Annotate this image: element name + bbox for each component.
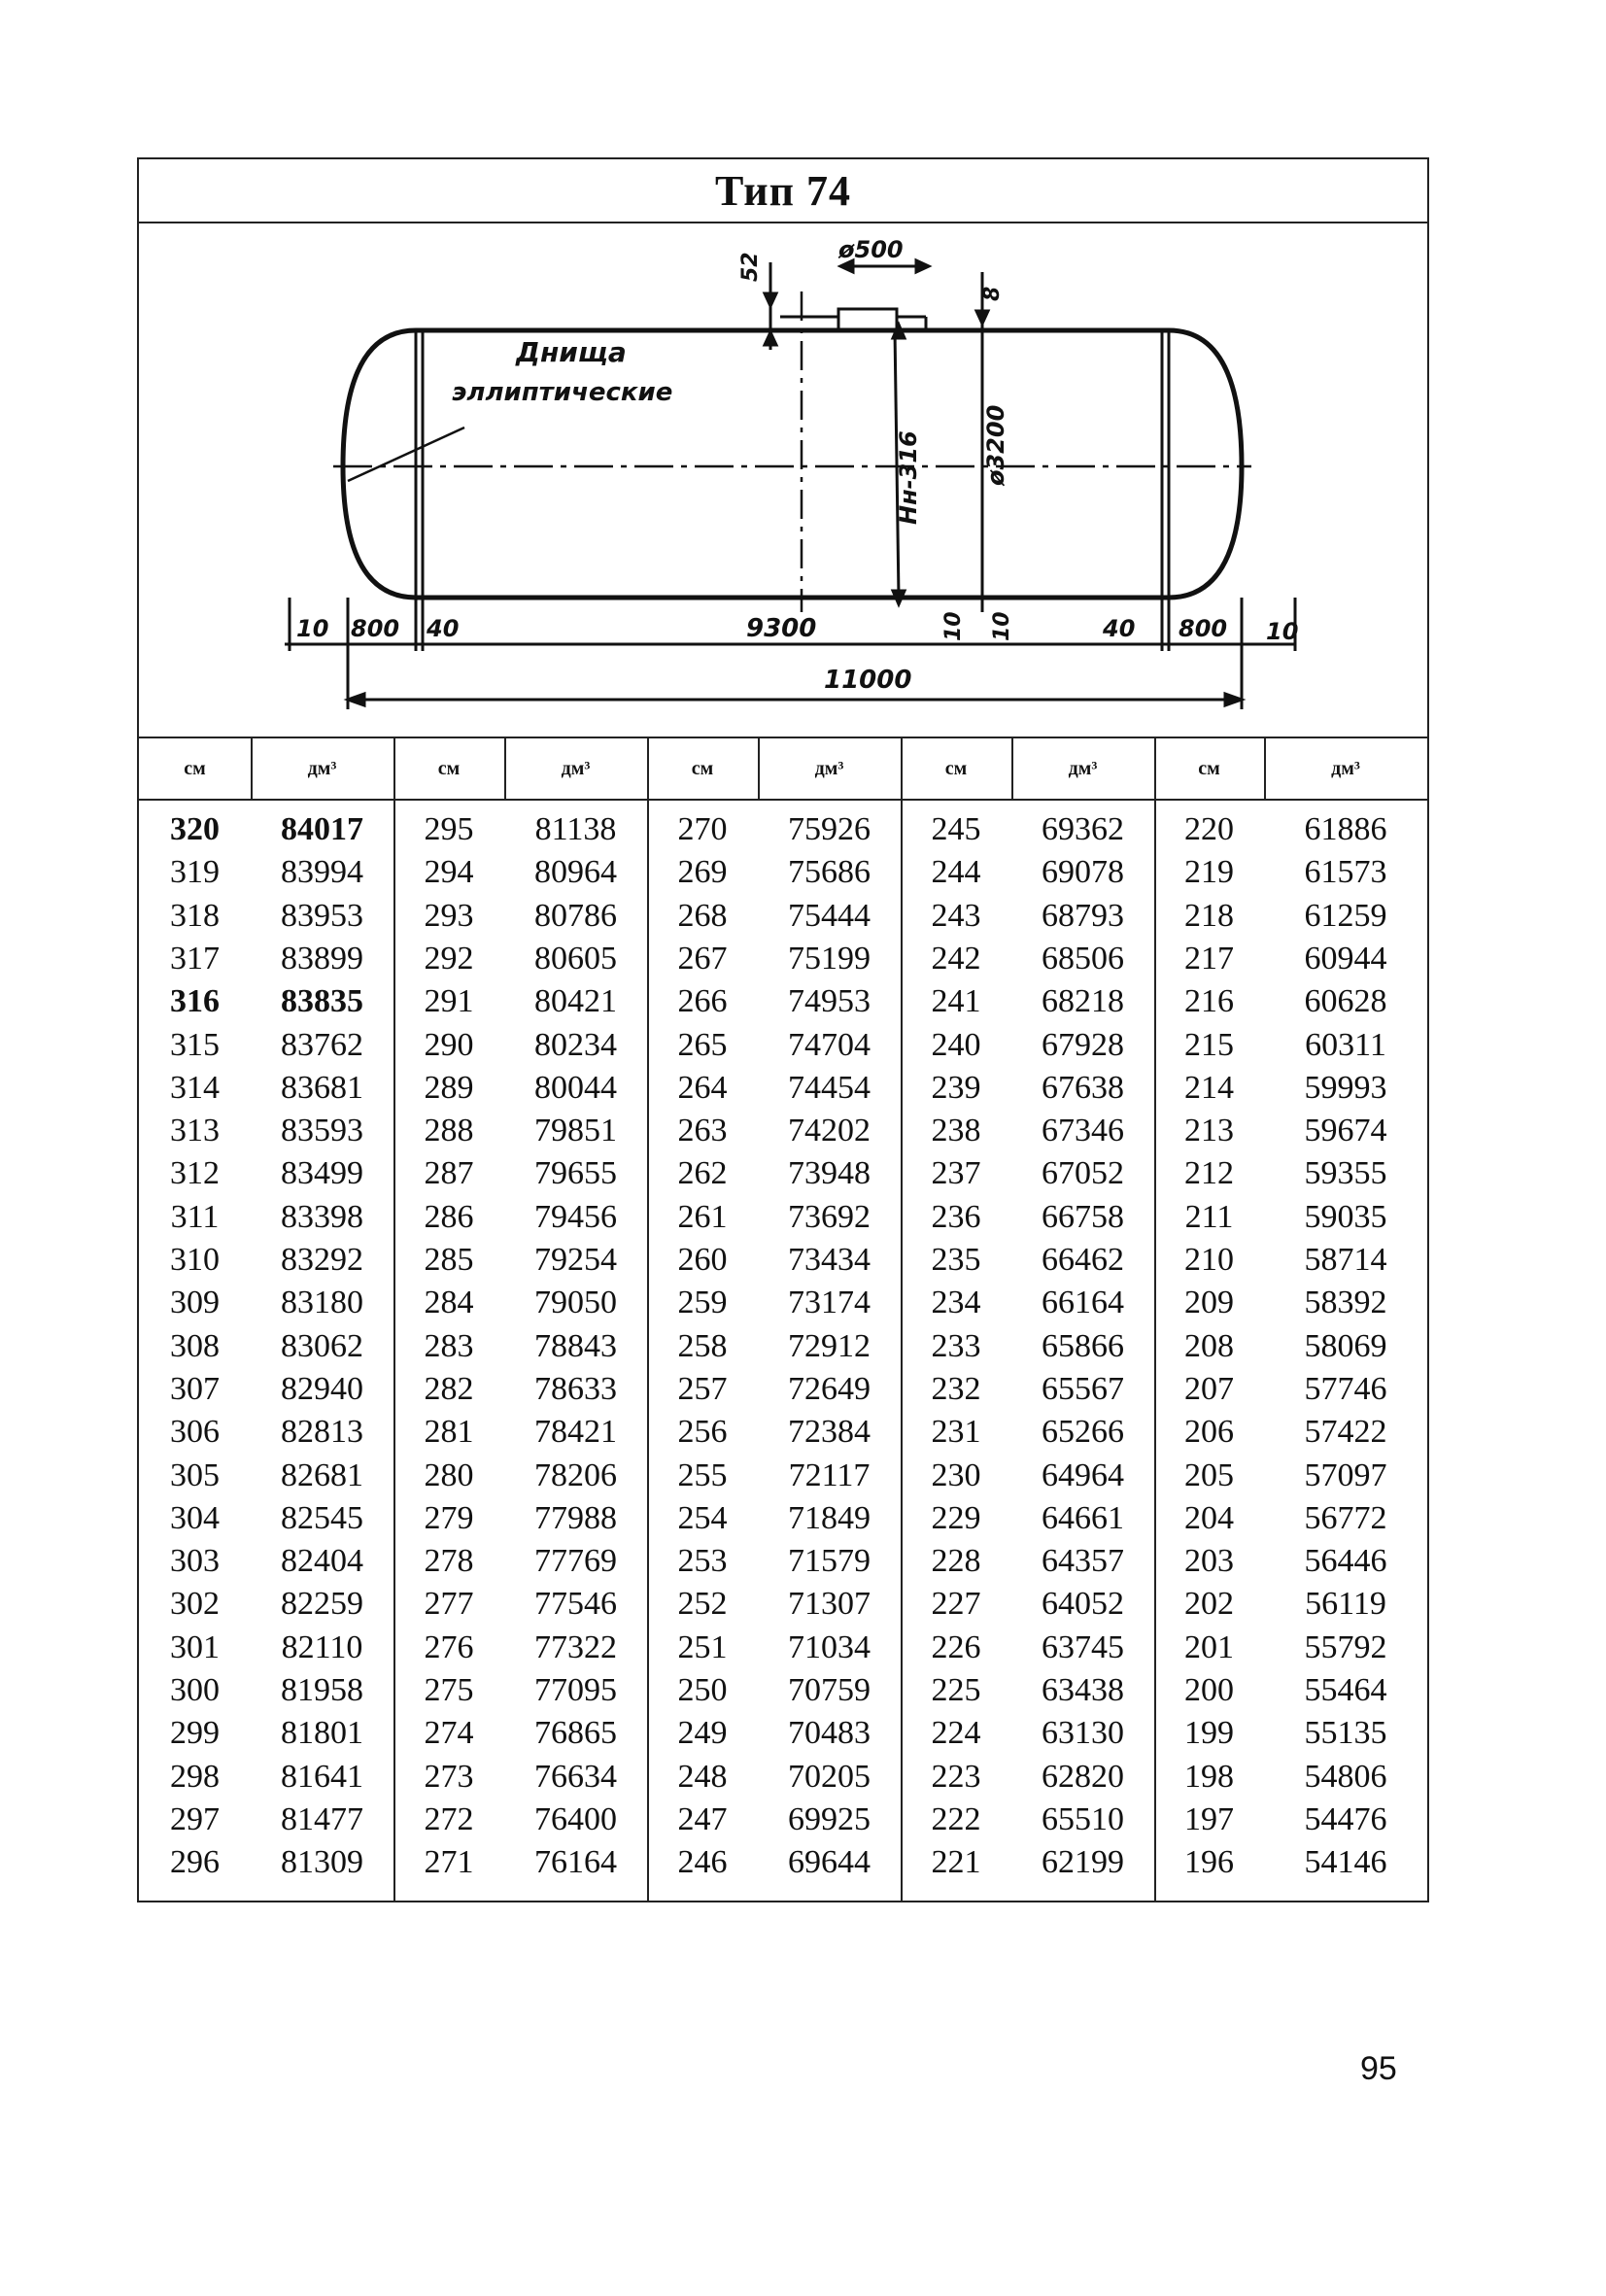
cell-dm3: 59035 bbox=[1304, 1198, 1387, 1235]
column-divider bbox=[1011, 738, 1013, 801]
cell-dm3: 57422 bbox=[1304, 1414, 1387, 1451]
cell-dm3: 64661 bbox=[1042, 1499, 1124, 1536]
cell-cm: 287 bbox=[424, 1155, 474, 1192]
cell-cm: 271 bbox=[424, 1844, 474, 1881]
header-dm3-3: дм³ bbox=[758, 738, 901, 801]
cell-dm3: 71579 bbox=[788, 1543, 871, 1580]
label-heads-2: эллиптические bbox=[452, 378, 673, 407]
cell-cm: 244 bbox=[931, 854, 981, 891]
page-title: Тип 74 bbox=[715, 166, 851, 215]
cell-dm3: 80234 bbox=[534, 1026, 617, 1063]
cell-cm: 262 bbox=[677, 1155, 728, 1192]
page-number: 95 bbox=[1360, 2050, 1397, 2087]
cell-dm3: 80044 bbox=[534, 1069, 617, 1106]
dim-8: 8 bbox=[980, 286, 1005, 301]
cell-cm: 228 bbox=[931, 1543, 981, 1580]
cell-cm: 286 bbox=[424, 1198, 474, 1235]
cell-cm: 302 bbox=[170, 1586, 220, 1623]
cell-cm: 320 bbox=[170, 811, 220, 847]
header-cm-1: см bbox=[139, 738, 251, 801]
cell-dm3: 67052 bbox=[1042, 1155, 1124, 1192]
cell-cm: 308 bbox=[170, 1327, 220, 1364]
cell-cm: 303 bbox=[170, 1543, 220, 1580]
cell-cm: 198 bbox=[1184, 1758, 1234, 1795]
cell-cm: 273 bbox=[424, 1758, 474, 1795]
cell-dm3: 69644 bbox=[788, 1844, 871, 1881]
cell-cm: 234 bbox=[931, 1285, 981, 1321]
dim-40-left: 40 bbox=[427, 615, 460, 642]
cell-cm: 317 bbox=[170, 940, 220, 977]
cell-cm: 275 bbox=[424, 1672, 474, 1708]
cell-dm3: 63438 bbox=[1042, 1672, 1124, 1708]
cell-dm3: 83681 bbox=[281, 1069, 363, 1106]
cell-cm: 301 bbox=[170, 1628, 220, 1665]
cell-cm: 247 bbox=[677, 1800, 728, 1837]
cell-cm: 307 bbox=[170, 1370, 220, 1407]
cell-dm3: 83593 bbox=[281, 1113, 363, 1149]
cell-dm3: 74454 bbox=[788, 1069, 871, 1106]
cell-cm: 312 bbox=[170, 1155, 220, 1192]
cell-dm3: 69078 bbox=[1042, 854, 1124, 891]
cell-dm3: 82813 bbox=[281, 1414, 363, 1451]
cell-cm: 283 bbox=[424, 1327, 474, 1364]
cell-cm: 242 bbox=[931, 940, 981, 977]
cell-cm: 284 bbox=[424, 1285, 474, 1321]
cell-dm3: 79851 bbox=[534, 1113, 617, 1149]
cell-cm: 256 bbox=[677, 1414, 728, 1451]
column-divider bbox=[251, 738, 253, 801]
cell-dm3: 75199 bbox=[788, 940, 871, 977]
cell-dm3: 67928 bbox=[1042, 1026, 1124, 1063]
label-heads-1: Днища bbox=[516, 336, 627, 368]
dim-d500: ø500 bbox=[838, 236, 904, 263]
cell-dm3: 55464 bbox=[1304, 1672, 1387, 1708]
cell-dm3: 58714 bbox=[1304, 1242, 1387, 1278]
label-leader bbox=[348, 428, 464, 481]
cell-dm3: 78843 bbox=[534, 1327, 617, 1364]
cell-dm3: 77988 bbox=[534, 1499, 617, 1536]
cell-cm: 233 bbox=[931, 1327, 981, 1364]
cell-cm: 257 bbox=[677, 1370, 728, 1407]
cell-dm3: 74953 bbox=[788, 983, 871, 1020]
dim-hn: Hн-316 bbox=[895, 430, 922, 525]
cell-cm: 252 bbox=[677, 1586, 728, 1623]
cell-dm3: 56772 bbox=[1304, 1499, 1387, 1536]
cell-cm: 250 bbox=[677, 1672, 728, 1708]
cell-cm: 235 bbox=[931, 1242, 981, 1278]
cell-cm: 204 bbox=[1184, 1499, 1234, 1536]
cell-cm: 309 bbox=[170, 1285, 220, 1321]
cell-cm: 267 bbox=[677, 940, 728, 977]
cell-cm: 269 bbox=[677, 854, 728, 891]
cell-dm3: 61886 bbox=[1304, 811, 1387, 847]
header-cm-5: см bbox=[1154, 738, 1264, 801]
cell-dm3: 66758 bbox=[1042, 1198, 1124, 1235]
cell-dm3: 66462 bbox=[1042, 1242, 1124, 1278]
cell-dm3: 59674 bbox=[1304, 1113, 1387, 1149]
cell-cm: 291 bbox=[424, 983, 474, 1020]
cell-cm: 298 bbox=[170, 1758, 220, 1795]
cell-cm: 264 bbox=[677, 1069, 728, 1106]
cell-dm3: 61259 bbox=[1304, 897, 1387, 934]
cell-dm3: 80605 bbox=[534, 940, 617, 977]
title-bar bbox=[139, 159, 1427, 223]
cell-dm3: 81641 bbox=[281, 1758, 363, 1795]
cell-cm: 266 bbox=[677, 983, 728, 1020]
cell-cm: 279 bbox=[424, 1499, 474, 1536]
cell-dm3: 74704 bbox=[788, 1026, 871, 1063]
cell-cm: 209 bbox=[1184, 1285, 1234, 1321]
header-cm-3: см bbox=[647, 738, 758, 801]
cell-dm3: 76865 bbox=[534, 1715, 617, 1752]
cell-cm: 314 bbox=[170, 1069, 220, 1106]
cell-dm3: 75926 bbox=[788, 811, 871, 847]
cell-dm3: 68506 bbox=[1042, 940, 1124, 977]
cell-dm3: 59355 bbox=[1304, 1155, 1387, 1192]
cell-cm: 210 bbox=[1184, 1242, 1234, 1278]
cell-dm3: 54806 bbox=[1304, 1758, 1387, 1795]
cell-cm: 305 bbox=[170, 1456, 220, 1493]
cell-cm: 225 bbox=[931, 1672, 981, 1708]
header-dm3-4: дм³ bbox=[1011, 738, 1154, 801]
cell-dm3: 70483 bbox=[788, 1715, 871, 1752]
cell-dm3: 82940 bbox=[281, 1370, 363, 1407]
cell-dm3: 56119 bbox=[1305, 1586, 1386, 1623]
cell-cm: 259 bbox=[677, 1285, 728, 1321]
cell-dm3: 80964 bbox=[534, 854, 617, 891]
header-dm3-5: дм³ bbox=[1264, 738, 1427, 801]
cell-dm3: 72117 bbox=[788, 1456, 871, 1493]
cell-cm: 319 bbox=[170, 854, 220, 891]
header-cm-4: см bbox=[901, 738, 1011, 801]
cell-dm3: 81801 bbox=[281, 1715, 363, 1752]
cell-dm3: 72649 bbox=[788, 1370, 871, 1407]
cell-cm: 241 bbox=[931, 983, 981, 1020]
dim-10-mid-b: 10 bbox=[990, 611, 1014, 641]
cell-cm: 226 bbox=[931, 1628, 981, 1665]
cell-cm: 318 bbox=[170, 897, 220, 934]
cell-cm: 213 bbox=[1184, 1113, 1234, 1149]
cell-cm: 200 bbox=[1184, 1672, 1234, 1708]
cell-cm: 306 bbox=[170, 1414, 220, 1451]
header-dm3-1: дм³ bbox=[251, 738, 393, 801]
cell-dm3: 81138 bbox=[534, 811, 617, 847]
cell-dm3: 57097 bbox=[1304, 1456, 1387, 1493]
cell-dm3: 81477 bbox=[281, 1800, 363, 1837]
cell-cm: 265 bbox=[677, 1026, 728, 1063]
cell-cm: 274 bbox=[424, 1715, 474, 1752]
header-dm3-2: дм³ bbox=[504, 738, 647, 801]
cell-dm3: 62199 bbox=[1042, 1844, 1124, 1881]
cell-dm3: 84017 bbox=[281, 811, 363, 847]
cell-cm: 280 bbox=[424, 1456, 474, 1493]
cell-cm: 216 bbox=[1184, 983, 1234, 1020]
cell-dm3: 77322 bbox=[534, 1628, 617, 1665]
cell-cm: 292 bbox=[424, 940, 474, 977]
cell-dm3: 77546 bbox=[534, 1586, 617, 1623]
cell-dm3: 83994 bbox=[281, 854, 363, 891]
cell-dm3: 65510 bbox=[1042, 1800, 1124, 1837]
cell-dm3: 76634 bbox=[534, 1758, 617, 1795]
cell-cm: 211 bbox=[1184, 1198, 1234, 1235]
cell-dm3: 64964 bbox=[1042, 1456, 1124, 1493]
cell-cm: 261 bbox=[677, 1198, 728, 1235]
cell-cm: 202 bbox=[1184, 1586, 1234, 1623]
cell-cm: 254 bbox=[677, 1499, 728, 1536]
cell-cm: 217 bbox=[1184, 940, 1234, 977]
cell-dm3: 63745 bbox=[1042, 1628, 1124, 1665]
cell-cm: 230 bbox=[931, 1456, 981, 1493]
cell-dm3: 60944 bbox=[1304, 940, 1387, 977]
volume-table bbox=[139, 737, 1427, 1901]
cell-cm: 316 bbox=[170, 983, 220, 1020]
cell-cm: 231 bbox=[931, 1414, 981, 1451]
cell-cm: 288 bbox=[424, 1113, 474, 1149]
cell-dm3: 76400 bbox=[534, 1800, 617, 1837]
cell-cm: 277 bbox=[424, 1586, 474, 1623]
cell-cm: 294 bbox=[424, 854, 474, 891]
cell-cm: 229 bbox=[931, 1499, 981, 1536]
cell-dm3: 79456 bbox=[534, 1198, 617, 1235]
cell-dm3: 81958 bbox=[281, 1672, 363, 1708]
dim-800-left: 800 bbox=[351, 615, 400, 642]
cell-cm: 270 bbox=[677, 811, 728, 847]
cell-cm: 253 bbox=[677, 1543, 728, 1580]
dim-800-right: 800 bbox=[1179, 615, 1228, 642]
cell-cm: 246 bbox=[677, 1844, 728, 1881]
cell-dm3: 65567 bbox=[1042, 1370, 1124, 1407]
cell-dm3: 83762 bbox=[281, 1026, 363, 1063]
cell-dm3: 83899 bbox=[281, 940, 363, 977]
cell-cm: 263 bbox=[677, 1113, 728, 1149]
cell-dm3: 59993 bbox=[1304, 1069, 1387, 1106]
cell-dm3: 72912 bbox=[788, 1327, 871, 1364]
cell-cm: 222 bbox=[931, 1800, 981, 1837]
cell-dm3: 82681 bbox=[281, 1456, 363, 1493]
cell-dm3: 72384 bbox=[788, 1414, 871, 1451]
cell-dm3: 63130 bbox=[1042, 1715, 1124, 1752]
cell-dm3: 83292 bbox=[281, 1242, 363, 1278]
dim-10-right: 10 bbox=[1266, 618, 1299, 645]
cell-cm: 239 bbox=[931, 1069, 981, 1106]
cell-dm3: 71849 bbox=[788, 1499, 871, 1536]
cell-dm3: 71307 bbox=[788, 1586, 871, 1623]
cell-dm3: 54146 bbox=[1304, 1844, 1387, 1881]
dim-52: 52 bbox=[738, 252, 763, 282]
table-frame bbox=[137, 157, 1429, 1902]
cell-dm3: 83062 bbox=[281, 1327, 363, 1364]
cell-dm3: 83180 bbox=[281, 1285, 363, 1321]
cell-cm: 215 bbox=[1184, 1026, 1234, 1063]
cell-cm: 293 bbox=[424, 897, 474, 934]
tank-outline bbox=[343, 330, 1242, 598]
cell-dm3: 68218 bbox=[1042, 983, 1124, 1020]
cell-cm: 214 bbox=[1184, 1069, 1234, 1106]
dim-10-mid-a: 10 bbox=[941, 611, 966, 641]
cell-cm: 285 bbox=[424, 1242, 474, 1278]
cell-cm: 315 bbox=[170, 1026, 220, 1063]
column-divider bbox=[504, 738, 506, 801]
cell-cm: 278 bbox=[424, 1543, 474, 1580]
cell-cm: 221 bbox=[931, 1844, 981, 1881]
cell-dm3: 70205 bbox=[788, 1758, 871, 1795]
cell-dm3: 77095 bbox=[534, 1672, 617, 1708]
cell-cm: 205 bbox=[1184, 1456, 1234, 1493]
cell-dm3: 64052 bbox=[1042, 1586, 1124, 1623]
cell-dm3: 55792 bbox=[1304, 1628, 1387, 1665]
cell-dm3: 76164 bbox=[534, 1844, 617, 1881]
cell-dm3: 73948 bbox=[788, 1155, 871, 1192]
cell-cm: 251 bbox=[677, 1628, 728, 1665]
cell-cm: 208 bbox=[1184, 1327, 1234, 1364]
nozzle bbox=[838, 309, 897, 330]
cell-cm: 197 bbox=[1184, 1800, 1234, 1837]
dim-40-right: 40 bbox=[1103, 615, 1136, 642]
cell-cm: 227 bbox=[931, 1586, 981, 1623]
column-divider bbox=[1264, 738, 1266, 801]
cell-dm3: 69362 bbox=[1042, 811, 1124, 847]
cell-cm: 223 bbox=[931, 1758, 981, 1795]
cell-dm3: 56446 bbox=[1304, 1543, 1387, 1580]
cell-dm3: 75444 bbox=[788, 897, 871, 934]
cell-cm: 232 bbox=[931, 1370, 981, 1407]
cell-dm3: 81309 bbox=[281, 1844, 363, 1881]
cell-cm: 311 bbox=[170, 1198, 220, 1235]
cell-dm3: 62820 bbox=[1042, 1758, 1124, 1795]
cell-dm3: 83499 bbox=[281, 1155, 363, 1192]
cell-cm: 299 bbox=[170, 1715, 220, 1752]
cell-dm3: 80421 bbox=[534, 983, 617, 1020]
cell-dm3: 58069 bbox=[1304, 1327, 1387, 1364]
cell-dm3: 75686 bbox=[788, 854, 871, 891]
cell-cm: 281 bbox=[424, 1414, 474, 1451]
cell-cm: 296 bbox=[170, 1844, 220, 1881]
cell-cm: 219 bbox=[1184, 854, 1234, 891]
cell-dm3: 60628 bbox=[1304, 983, 1387, 1020]
cell-dm3: 54476 bbox=[1304, 1800, 1387, 1837]
cell-dm3: 83953 bbox=[281, 897, 363, 934]
cell-cm: 236 bbox=[931, 1198, 981, 1235]
cell-cm: 248 bbox=[677, 1758, 728, 1795]
cell-cm: 282 bbox=[424, 1370, 474, 1407]
cell-dm3: 79254 bbox=[534, 1242, 617, 1278]
cell-dm3: 65866 bbox=[1042, 1327, 1124, 1364]
cell-cm: 196 bbox=[1184, 1844, 1234, 1881]
cell-dm3: 69925 bbox=[788, 1800, 871, 1837]
cell-cm: 260 bbox=[677, 1242, 728, 1278]
cell-dm3: 65266 bbox=[1042, 1414, 1124, 1451]
cell-dm3: 70759 bbox=[788, 1672, 871, 1708]
cell-dm3: 55135 bbox=[1304, 1715, 1387, 1752]
cell-cm: 276 bbox=[424, 1628, 474, 1665]
column-divider bbox=[758, 738, 760, 801]
cell-cm: 203 bbox=[1184, 1543, 1234, 1580]
cell-cm: 297 bbox=[170, 1800, 220, 1837]
cell-dm3: 82110 bbox=[281, 1628, 363, 1665]
cell-cm: 310 bbox=[170, 1242, 220, 1278]
cell-cm: 243 bbox=[931, 897, 981, 934]
cell-cm: 238 bbox=[931, 1113, 981, 1149]
cell-dm3: 57746 bbox=[1304, 1370, 1387, 1407]
dim-9300: 9300 bbox=[746, 614, 817, 643]
cell-dm3: 82545 bbox=[281, 1499, 363, 1536]
cell-cm: 313 bbox=[170, 1113, 220, 1149]
cell-cm: 207 bbox=[1184, 1370, 1234, 1407]
cell-cm: 295 bbox=[424, 811, 474, 847]
cell-dm3: 64357 bbox=[1042, 1543, 1124, 1580]
cell-cm: 240 bbox=[931, 1026, 981, 1063]
cell-dm3: 82259 bbox=[281, 1586, 363, 1623]
cell-cm: 206 bbox=[1184, 1414, 1234, 1451]
cell-dm3: 73692 bbox=[788, 1198, 871, 1235]
cell-dm3: 71034 bbox=[788, 1628, 871, 1665]
cell-cm: 201 bbox=[1184, 1628, 1234, 1665]
cell-dm3: 79655 bbox=[534, 1155, 617, 1192]
cell-cm: 258 bbox=[677, 1327, 728, 1364]
cell-cm: 212 bbox=[1184, 1155, 1234, 1192]
cell-cm: 268 bbox=[677, 897, 728, 934]
dim-10-left: 10 bbox=[296, 615, 329, 642]
cell-dm3: 82404 bbox=[281, 1543, 363, 1580]
cell-cm: 237 bbox=[931, 1155, 981, 1192]
dim-11000: 11000 bbox=[824, 666, 912, 695]
cell-cm: 224 bbox=[931, 1715, 981, 1752]
cell-cm: 290 bbox=[424, 1026, 474, 1063]
cell-dm3: 67346 bbox=[1042, 1113, 1124, 1149]
cell-dm3: 66164 bbox=[1042, 1285, 1124, 1321]
cell-dm3: 74202 bbox=[788, 1113, 871, 1149]
cell-cm: 255 bbox=[677, 1456, 728, 1493]
cell-cm: 272 bbox=[424, 1800, 474, 1837]
cell-cm: 289 bbox=[424, 1069, 474, 1106]
cell-dm3: 61573 bbox=[1304, 854, 1387, 891]
cell-cm: 220 bbox=[1184, 811, 1234, 847]
cell-dm3: 79050 bbox=[534, 1285, 617, 1321]
header-cm-2: см bbox=[393, 738, 504, 801]
cell-dm3: 78421 bbox=[534, 1414, 617, 1451]
cell-dm3: 83398 bbox=[281, 1198, 363, 1235]
cell-cm: 199 bbox=[1184, 1715, 1234, 1752]
cell-dm3: 78206 bbox=[534, 1456, 617, 1493]
cell-cm: 245 bbox=[931, 811, 981, 847]
cell-cm: 300 bbox=[170, 1672, 220, 1708]
cell-dm3: 60311 bbox=[1305, 1026, 1386, 1063]
cell-dm3: 73434 bbox=[788, 1242, 871, 1278]
cell-cm: 249 bbox=[677, 1715, 728, 1752]
tank-drawing bbox=[139, 223, 1427, 737]
cell-dm3: 80786 bbox=[534, 897, 617, 934]
cell-dm3: 73174 bbox=[788, 1285, 871, 1321]
cell-cm: 304 bbox=[170, 1499, 220, 1536]
cell-dm3: 77769 bbox=[534, 1543, 617, 1580]
cell-dm3: 58392 bbox=[1304, 1285, 1387, 1321]
cell-dm3: 67638 bbox=[1042, 1069, 1124, 1106]
cell-cm: 218 bbox=[1184, 897, 1234, 934]
cell-dm3: 83835 bbox=[281, 983, 363, 1020]
cell-dm3: 78633 bbox=[534, 1370, 617, 1407]
cell-dm3: 68793 bbox=[1042, 897, 1124, 934]
dim-d3200: ø3200 bbox=[982, 404, 1009, 486]
